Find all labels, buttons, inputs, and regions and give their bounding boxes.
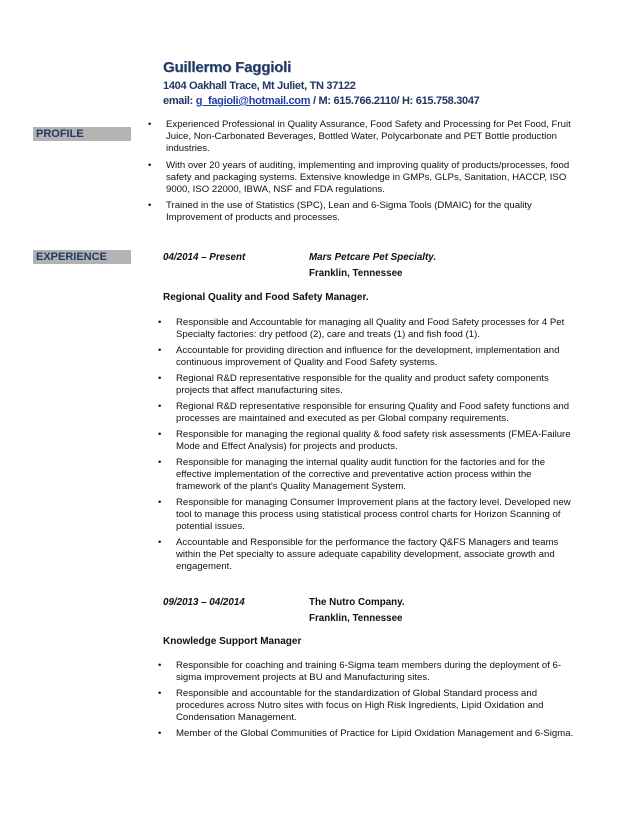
bullet-icon: • xyxy=(158,344,162,356)
job-bullet-list xyxy=(158,317,576,577)
bullet-icon: • xyxy=(158,496,162,508)
job-location: Franklin, Tennessee xyxy=(309,613,403,624)
contact-line xyxy=(163,95,480,107)
list-item xyxy=(158,344,576,369)
job-bullet-text: Responsible for managing the regional quality & food safety risk assessments (FMEA-Failure Mode and Effect Analysis) for projects and products. xyxy=(176,428,571,452)
bullet-icon: • xyxy=(148,119,152,130)
profile-bullet-text: Experienced Professional in Quality Assurance, Food Safety and Processing for Pet Food, Fruit Juice, Non-Carbonated Beverages, Bottled Water, Polycarbonate and PET Bottle production industries. xyxy=(166,119,571,155)
list-item xyxy=(158,687,576,725)
job-bullet-text: Responsible and Accountable for managing all Quality and Food Safety processes for 4 Pet Specialty factories: dry petfood (2), care and treats (1) and fish food (1). xyxy=(176,317,565,341)
email-label: email: xyxy=(163,95,196,107)
list-item xyxy=(158,536,576,574)
bullet-icon: • xyxy=(158,372,162,384)
job-bullet-list xyxy=(158,660,576,744)
bullet-icon: • xyxy=(158,400,162,412)
experience-section-label: EXPERIENCE xyxy=(33,250,131,264)
job-bullet-text: Regional R&D representative responsible for ensuring Quality and Food safety functions and processes are maintained and executed as per Global company requirements. xyxy=(176,400,570,424)
profile-bullet-text: Trained in the use of Statistics (SPC), Lean and 6-Sigma Tools (DMAIC) for the quality Improvement of products and processes. xyxy=(166,200,532,224)
list-item xyxy=(158,372,576,397)
email-link[interactable]: g_fagioli@hotmail.com xyxy=(195,95,311,107)
bullet-icon: • xyxy=(158,660,162,671)
job-title: Knowledge Support Manager xyxy=(163,636,302,647)
job-bullet-text: Responsible for coaching and training 6-Sigma team members during the deployment of 6-sigma improvement projects at BU and Manufacturing sites. xyxy=(176,660,562,684)
list-item xyxy=(158,317,576,341)
list-item xyxy=(148,119,576,156)
job-bullet-text: Responsible for managing the internal quality audit function for the factories and for the effective implementation of the corrective and preventative action process within the framework of the plant's Quality Management System. xyxy=(176,456,546,492)
candidate-name: Guillermo Faggioli xyxy=(163,59,292,76)
job-title: Regional Quality and Food Safety Manager. xyxy=(163,292,369,303)
bullet-icon: • xyxy=(158,317,162,328)
bullet-icon: • xyxy=(158,687,162,699)
list-item xyxy=(158,496,576,534)
job-bullet-text: Responsible and accountable for the standardization of Global Standard process and procedures across Nutro sites with focus on High Risk Ingredients, Lipid Oxidation and Condensation Management. xyxy=(176,687,544,724)
profile-bullet-text: With over 20 years of auditing, implementing and improving quality of products/processes, food safety and packaging systems. Extensive knowledge in GMPs, GLPs, Sanitation, HACCP, ISO 9000, ISO 22000, IBWA, NSF and FDA regulations. xyxy=(166,159,570,196)
job-bullet-text: Accountable for providing direction and influence for the development, implementation and continuous improvement of Quality and Food Safety systems. xyxy=(176,344,560,369)
list-item xyxy=(148,159,576,197)
job-dates: 09/2013 – 04/2014 xyxy=(163,597,245,608)
job-bullet-text: Responsible for managing Consumer Improvement plans at the factory level. Developed new tool to manage this process using statistical process control charts for Horizon Scanning of potential issues. xyxy=(176,496,571,533)
bullet-icon: • xyxy=(148,159,152,171)
bullet-icon: • xyxy=(158,728,162,740)
bullet-icon: • xyxy=(148,200,152,212)
profile-bullet-list xyxy=(148,119,576,229)
profile-section-label: PROFILE xyxy=(33,127,131,141)
job-company: The Nutro Company. xyxy=(309,597,405,608)
job-bullet-text: Accountable and Responsible for the performance the factory Q&FS Managers and teams within the Pet specialty to assure adequate capability development, associate growth and engagement. xyxy=(176,536,559,573)
bullet-icon: • xyxy=(158,456,162,468)
list-item xyxy=(158,728,576,740)
list-item xyxy=(158,660,576,684)
job-dates: 04/2014 – Present xyxy=(163,252,246,263)
job-location: Franklin, Tennessee xyxy=(309,268,403,279)
job-company: Mars Petcare Pet Specialty. xyxy=(309,252,437,263)
job-bullet-text: Regional R&D representative responsible for the quality and product safety components projects that affect manufacturing sites. xyxy=(176,372,549,397)
list-item xyxy=(158,456,576,494)
phone-numbers: / M: 615.766.2110/ H: 615.758.3047 xyxy=(310,95,480,107)
candidate-address: 1404 Oakhall Trace, Mt Juliet, TN 37122 xyxy=(163,80,356,92)
job-bullet-text: Member of the Global Communities of Practice for Lipid Oxidation Management and 6-Sigma. xyxy=(176,728,574,740)
list-item xyxy=(158,400,576,425)
bullet-icon: • xyxy=(158,536,162,548)
list-item xyxy=(148,200,576,224)
list-item xyxy=(158,428,576,453)
bullet-icon: • xyxy=(158,428,162,440)
